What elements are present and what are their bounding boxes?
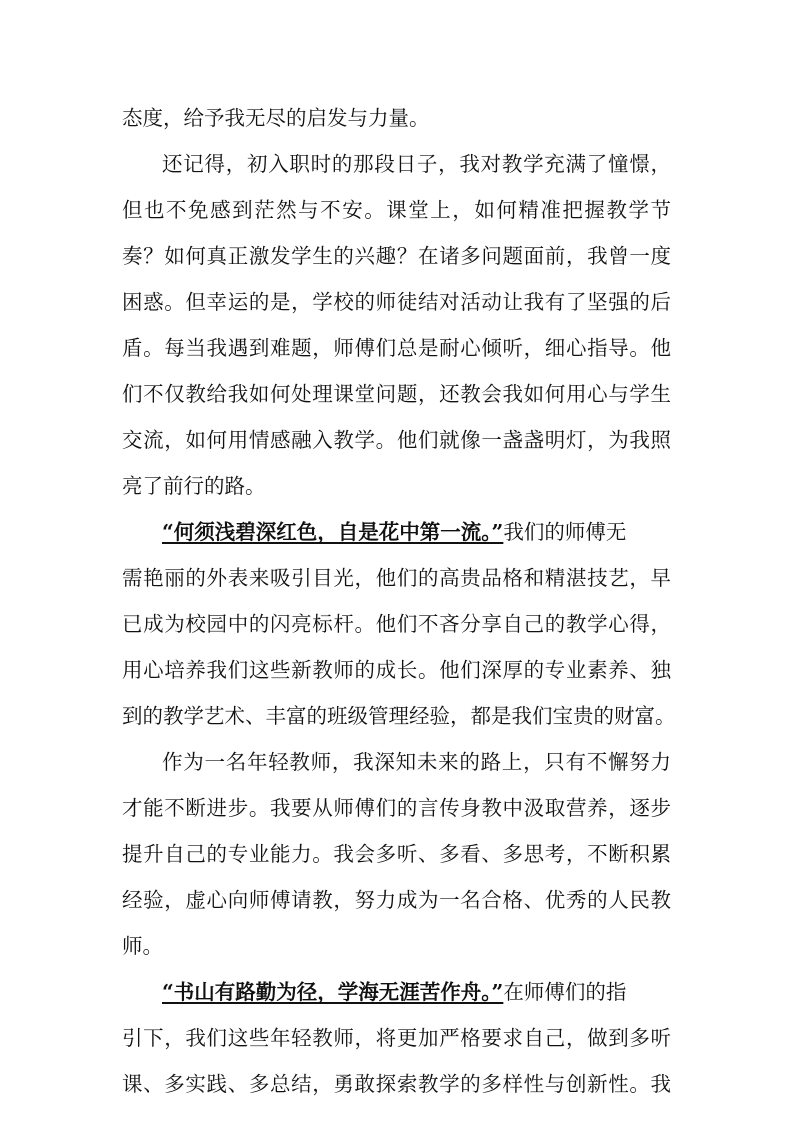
body-line-4: 奏？如何真正激发学生的兴趣？在诸多问题面前，我曾一度: [122, 244, 671, 268]
body-line-17: 经验，虚心向师傅请教，努力成为一名合格、优秀的人民教: [122, 888, 671, 912]
quote-line-2: [162, 977, 626, 1007]
body-line-15: 才能不断进步。我要从师傅们的言传身教中汲取营养，逐步: [122, 796, 671, 820]
body-line-7: 们不仅教给我如何处理课堂问题，还教会我如何用心与学生: [122, 382, 671, 406]
quote-line-1: [162, 517, 626, 547]
body-line-18: 师。: [122, 934, 163, 958]
body-line-8: 交流，如何用情感融入教学。他们就像一盏盏明灯，为我照: [122, 428, 671, 452]
body-line-19: 引下，我们这些年轻教师，将更加严格要求自己，做到多听: [122, 1026, 671, 1050]
body-line-10: 需艳丽的外表来吸引目光，他们的高贵品格和精湛技艺，早: [122, 566, 671, 590]
body-line-13: 到的教学艺术、丰富的班级管理经验，都是我们宝贵的财富。: [122, 704, 676, 728]
body-line-14: 作为一名年轻教师，我深知未来的路上，只有不懈努力: [162, 750, 671, 774]
quote-line-2-tail: 在师傅们的指: [503, 980, 627, 1004]
poem-quote-1: “何须浅碧深红色，自是花中第一流。”: [162, 520, 504, 544]
body-line-5: 困惑。但幸运的是，学校的师徒结对活动让我有了坚强的后: [122, 290, 671, 314]
body-line-16: 提升自己的专业能力。我会多听、多看、多思考，不断积累: [122, 842, 671, 866]
body-line-6: 盾。每当我遇到难题，师傅们总是耐心倾听，细心指导。他: [122, 336, 671, 360]
body-line-12: 用心培养我们这些新教师的成长。他们深厚的专业素养、独: [122, 658, 671, 682]
body-line-3: 但也不免感到茫然与不安。课堂上，如何精准把握教学节: [122, 198, 671, 222]
body-line-20: 课、多实践、多总结，勇敢探索教学的多样性与创新性。我: [122, 1072, 671, 1096]
quote-line-1-tail: 我们的师傅无: [503, 520, 627, 544]
body-line-2: 还记得，初入职时的那段日子，我对教学充满了憧憬，: [162, 152, 671, 176]
poem-quote-2: “书山有路勤为径，学海无涯苦作舟。”: [162, 980, 504, 1004]
body-line-1: 态度，给予我无尽的启发与力量。: [122, 106, 430, 130]
body-line-11: 已成为校园中的闪亮标杆。他们不吝分享自己的教学心得，: [122, 612, 671, 636]
body-line-9: 亮了前行的路。: [122, 474, 266, 498]
